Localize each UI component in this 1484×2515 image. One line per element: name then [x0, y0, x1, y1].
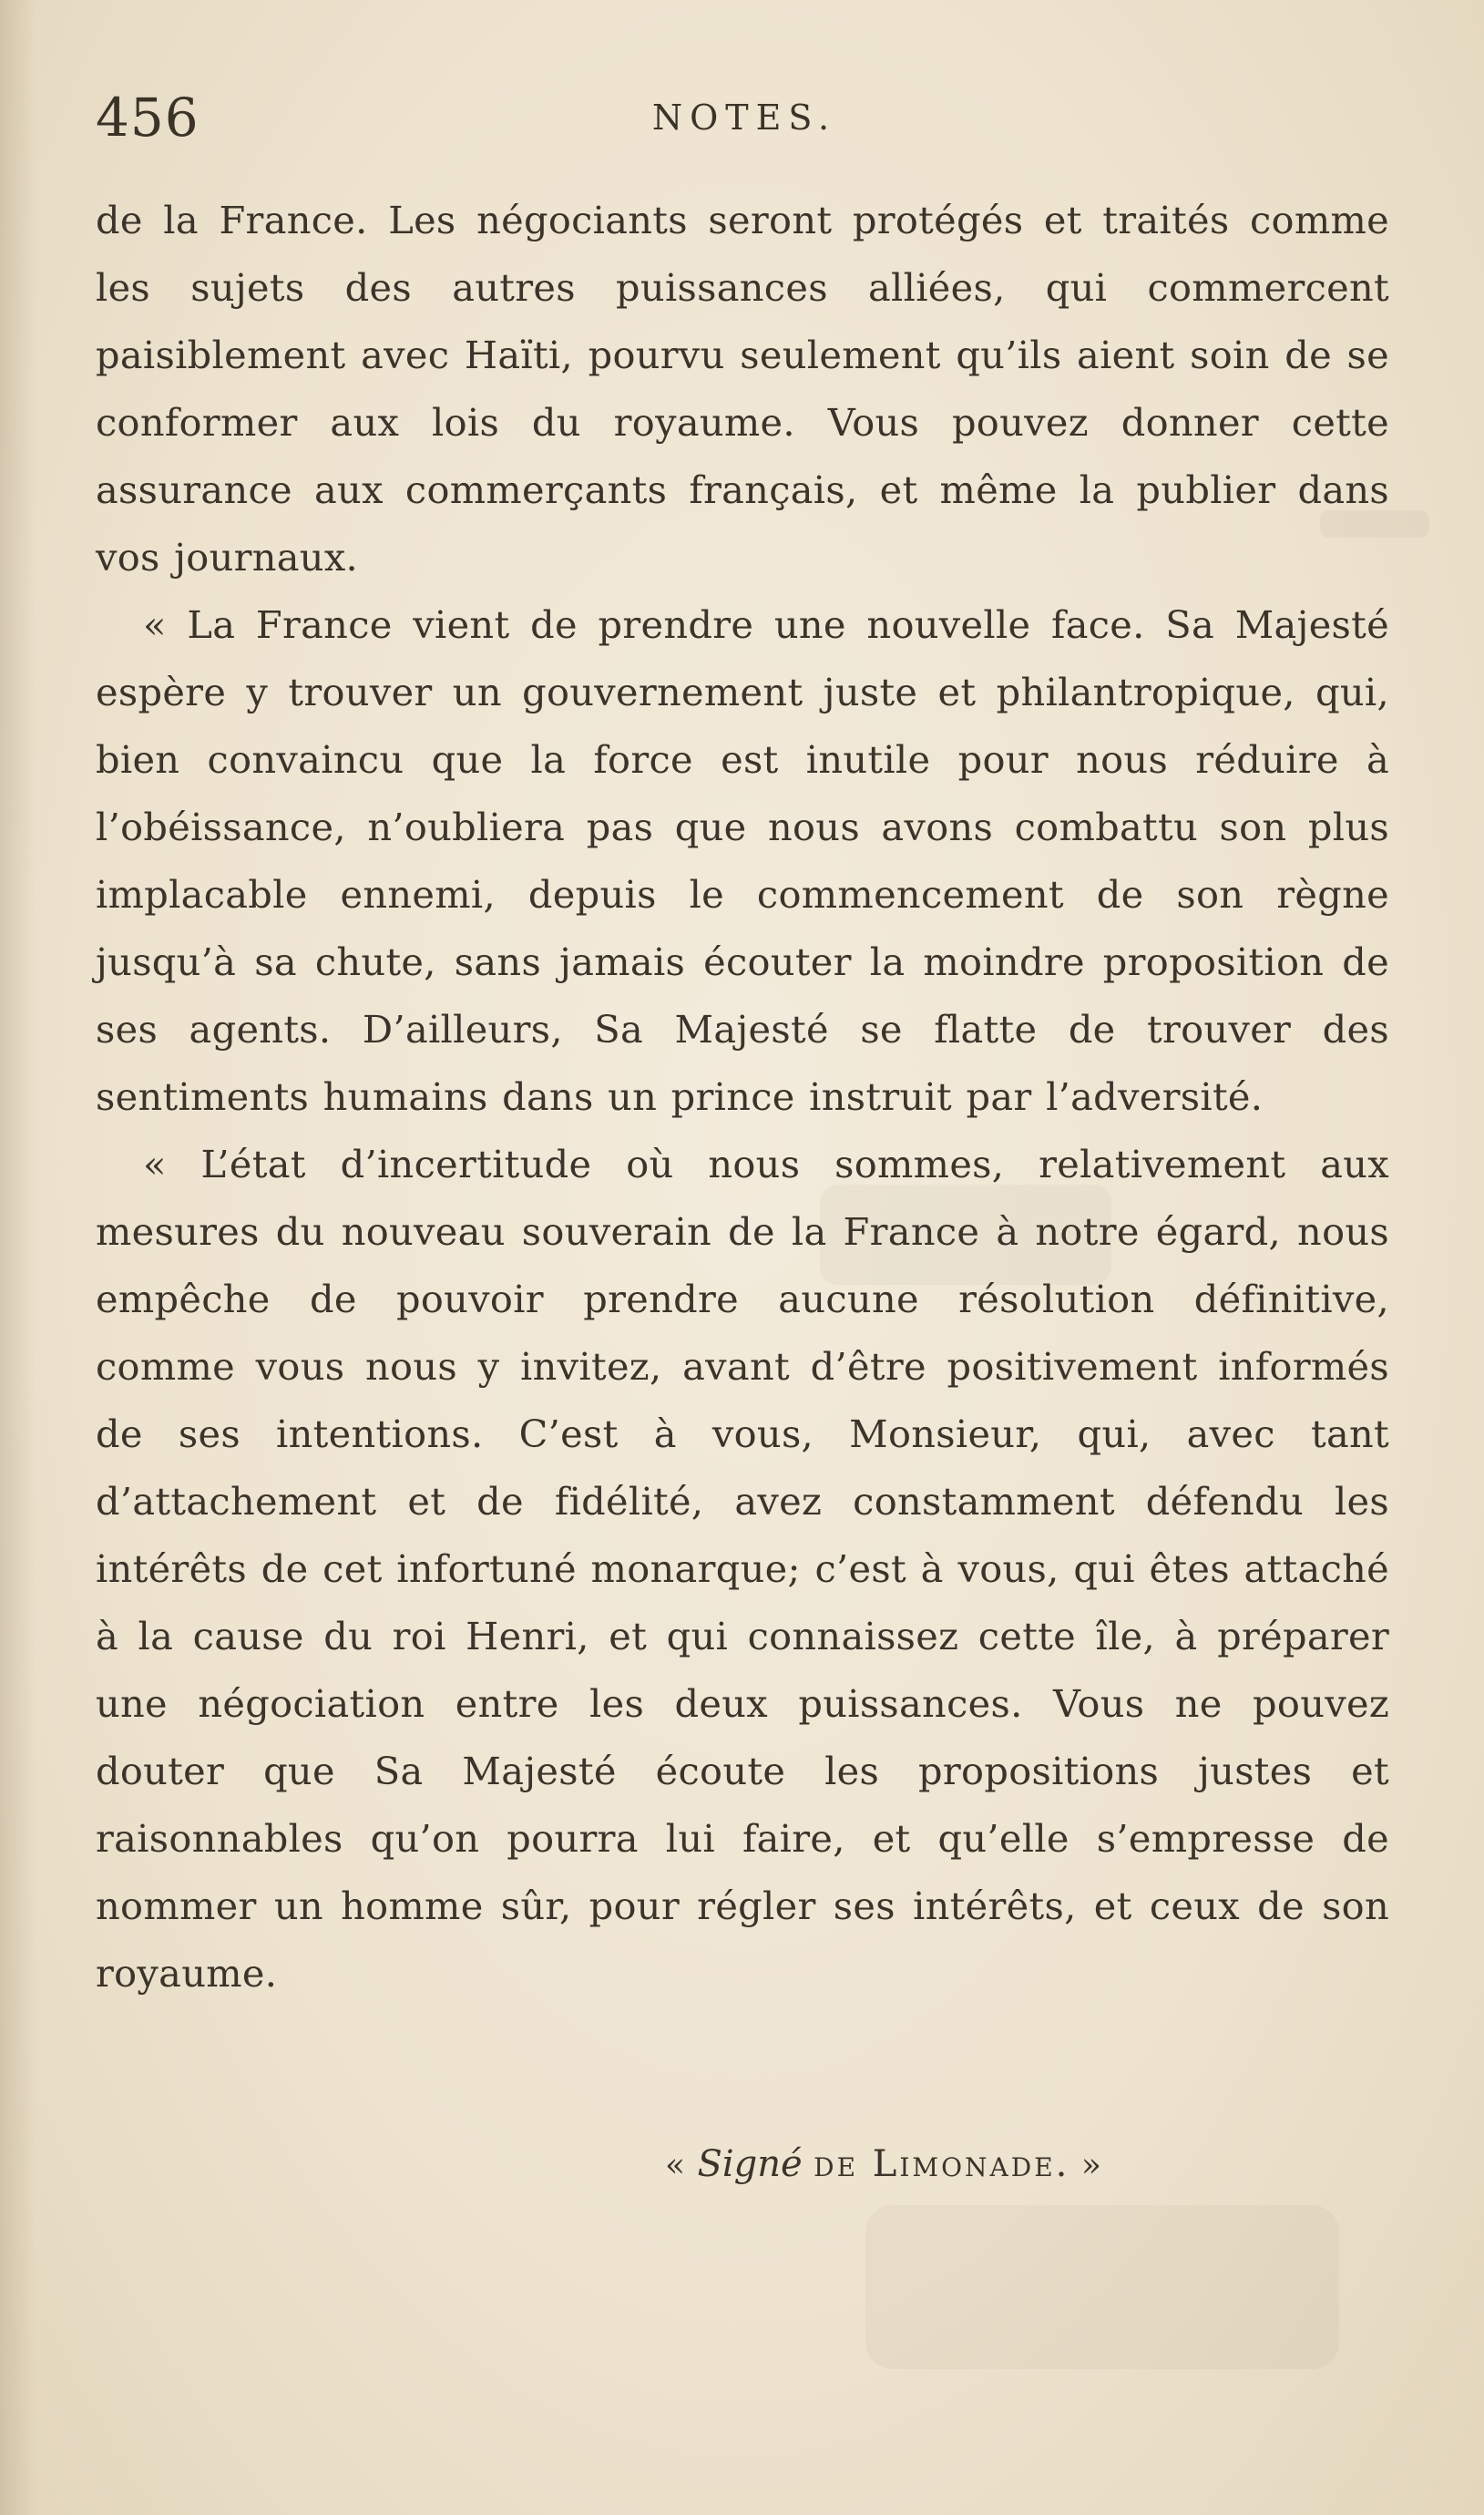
- ink-bleed-through: [865, 2205, 1339, 2369]
- paragraph: « La France vient de prendre une nouvelle face. Sa Majesté espère y trouver un gouvernement juste et philantropique, qui, bien convaincu que la force est inutile pour nous réduire à l’obéissance, n’oubliera pas que nous avons combattu son plus implacable ennemi, depuis le commencement de son règne jusqu’à sa chute, sans jamais écouter la moindre proposition de ses agents. D’ailleurs, Sa Majesté se flatte de trouver des sentiments humains dans un prince instruit par l’adversité.: [96, 602, 1389, 1119]
- running-head: NOTES.: [651, 98, 837, 138]
- paragraph: « L’état d’incertitude où nous sommes, relativement aux mesures du nouveau souverain de la France à notre égard, nous empêche de pouvoir prendre aucune résolution définitive, comme vous nous y invitez, avant d’être positivement informés de ses intentions. C’est à vous, Monsieur, qui, avec tant d’attachement et de fidélité, avez constamment défendu les intérêts de cet infortuné monarque; c’est à vous, qui êtes attaché à la cause du roi Henri, et qui connaissez cette île, à préparer une négociation entre les deux puissances. Vous ne pouvez douter que Sa Majesté écoute les propositions justes et raisonnables qu’on pourra lui faire, et qu’elle s’empresse de nommer un homme sûr, pour régler ses intérêts, et ceux de son royaume.: [96, 1142, 1389, 1996]
- signature-name: de Limonade.: [814, 2143, 1070, 2185]
- signature-open-quote: «: [665, 2147, 687, 2184]
- signature-signe: Signé: [697, 2143, 803, 2185]
- signature-line: [665, 2143, 1102, 2185]
- page-number: 456: [96, 87, 200, 149]
- signature-close-quote: »: [1080, 2147, 1102, 2184]
- page-header: [96, 87, 1393, 159]
- page-body: [96, 187, 1389, 2007]
- paragraph-continuation: de la France. Les négociants seront protégés et traités comme les sujets des autres puissances alliées, qui commercent paisiblement avec Haïti, pourvu seulement qu’ils aient soin de se conformer aux lois du royaume. Vous pouvez donner cette assurance aux commerçants français, et même la publier dans vos journaux.: [96, 198, 1389, 580]
- page-gutter-shadow: [0, 0, 36, 2515]
